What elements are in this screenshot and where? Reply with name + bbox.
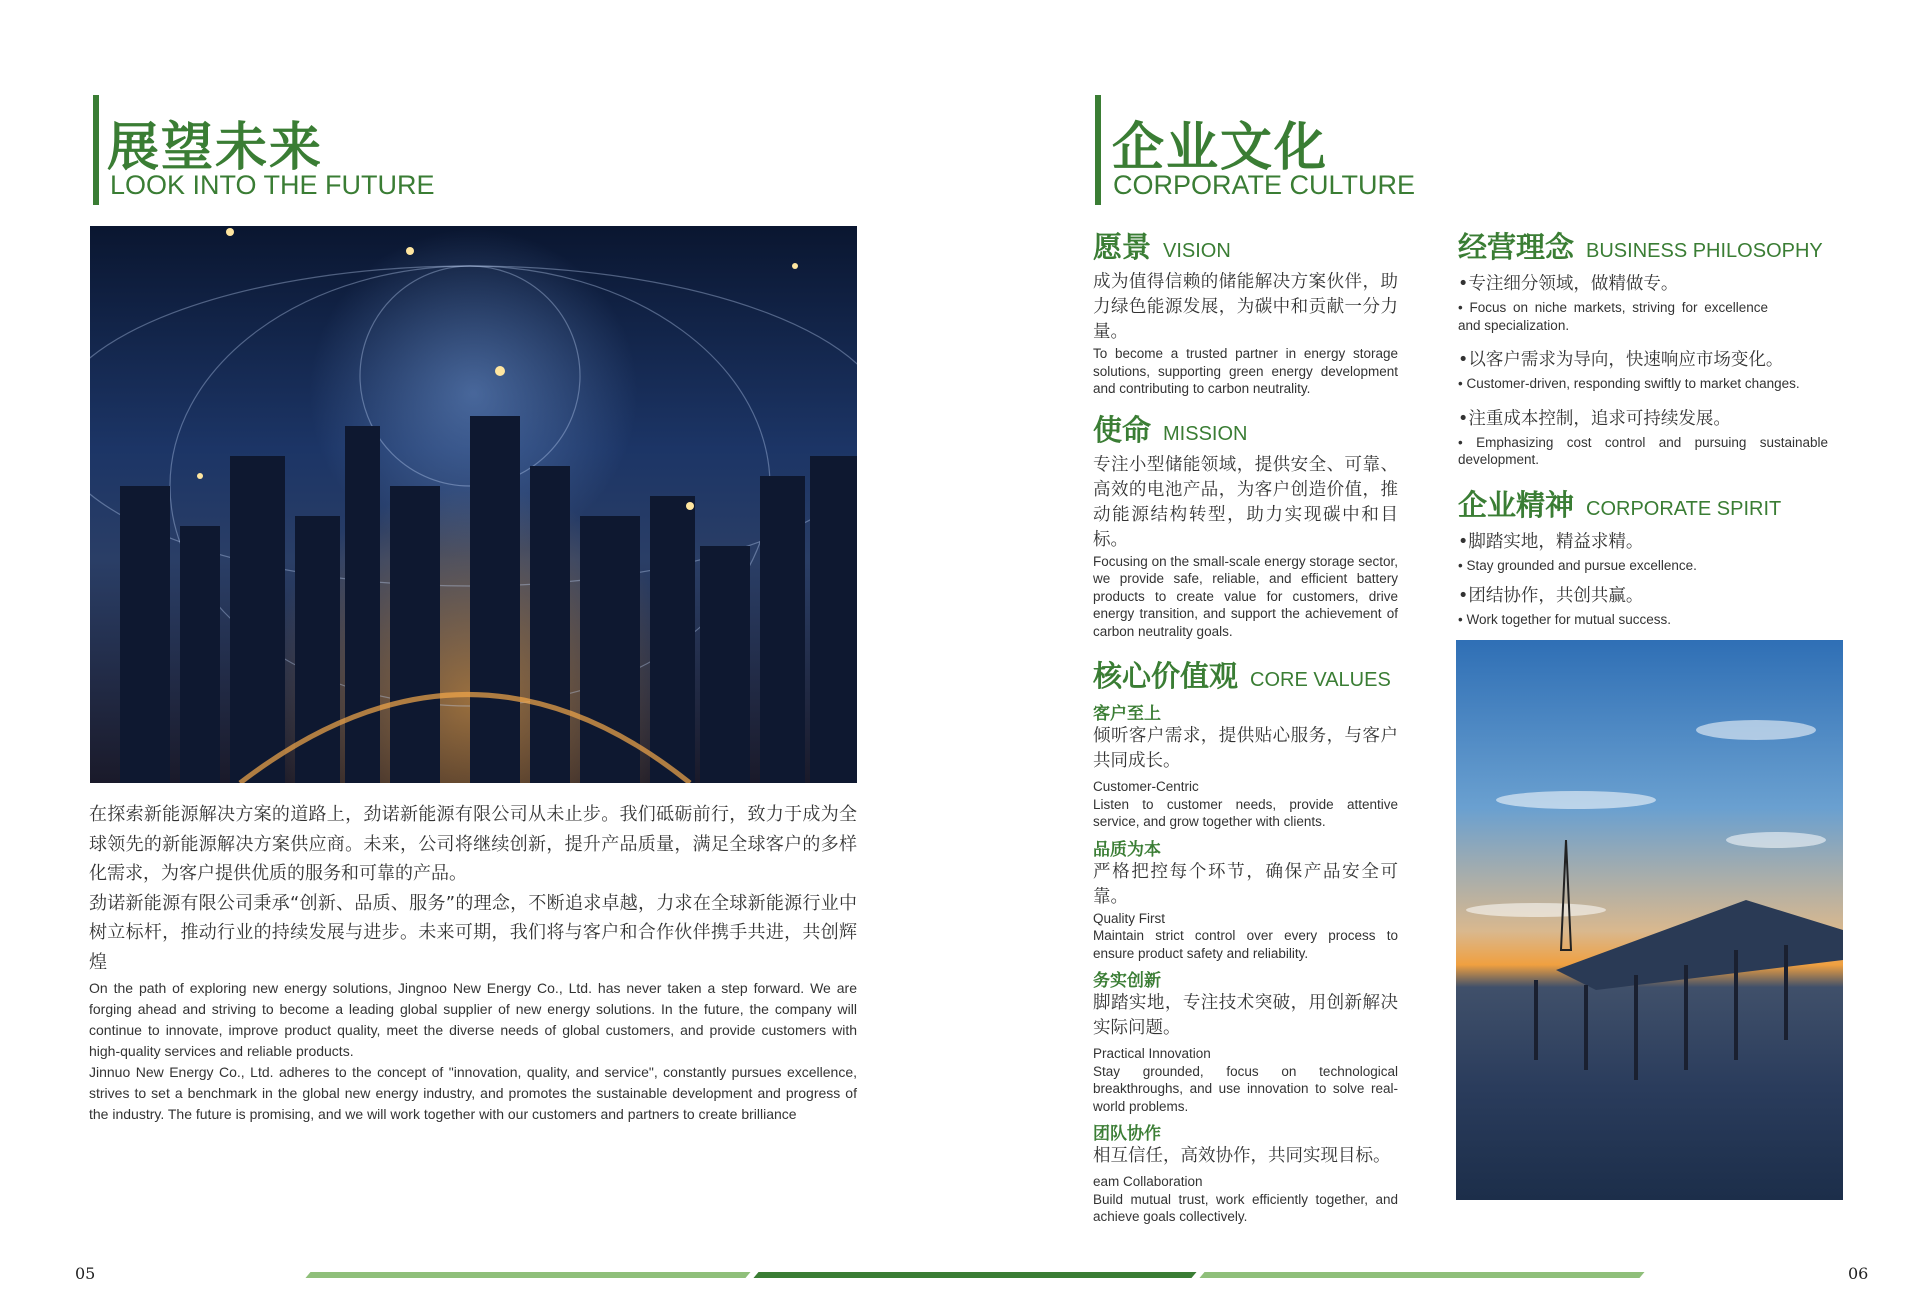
core-values-heading: 核心价值观 CORE VALUES [1093, 659, 1391, 693]
intro-text-cn: 在探索新能源解决方案的道路上，劲诺新能源有限公司从未止步。我们砥砺前行，致力于成为全球领先的新能源解决方案供应商。未来，公司将继续创新，提升产品质量，满足全球客户的多样化需求，为客户提供优质的服务和可靠的产品。 劲诺新能源有限公司秉承“创新、品质、服务”的理念，不断追求卓越，力求在全球新能源行业中树立标杆，推动行业的持续发展与进步。未来可期，我们将与客户和合作伙伴携手共进，共创辉煌 [89, 804, 857, 973]
title-accent-bar [1095, 95, 1101, 205]
culture-column-2: 经营理念 BUSINESS PHILOSOPHY •专注细分领域，做精做专。 • Focus on niche markets, striving for excellence and specialization. •以客户需求为导向，快速响应市场变化。 • Customer-driven, responding swiftly to market changes. •注重成本控制，追求可持续发展。 • Emphasizing cost control and pursuing sustainable development. 企业精神 CORPORATE SPIRIT •脚踏实地，精益求精。 • Stay grounded and pursue excellence. •团结协作，共创共赢。 • Work together for mutual success. [1458, 225, 1828, 629]
footer-bar-segment [753, 1272, 1196, 1278]
page-subtitle: LOOK INTO THE FUTURE [110, 170, 435, 200]
page-number-right: 06 [1848, 1264, 1869, 1283]
footer-bar-segment [305, 1272, 750, 1278]
business-philosophy-heading: 经营理念 BUSINESS PHILOSOPHY [1458, 230, 1823, 264]
footer-bar-segment [1199, 1272, 1644, 1278]
corporate-spirit-heading: 企业精神 CORPORATE SPIRIT [1458, 487, 1782, 522]
core-value-item: 务实创新 脚踏实地，专注技术突破，用创新解决实际问题。 Practical Innovation Stay grounded, focus on technological breakthroughs, and use innovation to solve real-world problems. [1093, 971, 1398, 1114]
page-number-left: 05 [75, 1264, 96, 1283]
page-title-right: 企业文化 [1112, 118, 1329, 178]
page-subtitle-right: CORPORATE CULTURE [1113, 170, 1416, 200]
vision-heading: 愿景 VISION [1093, 230, 1231, 264]
core-value-item: 客户至上 倾听客户需求，提供贴心服务，与客户共同成长。 Customer-Centric Listen to customer needs, provide attentive service, and grow together with clients. [1093, 704, 1398, 829]
title-accent-bar [93, 95, 99, 205]
page-title: 展望未来 [107, 118, 324, 178]
core-value-item: 品质为本 严格把控每个环节，确保产品安全可靠。 Quality First Maintain strict control over every process to ensure product safety and reliability. [1093, 839, 1398, 961]
city-night-image [90, 226, 857, 783]
mission-heading: 使命 MISSION [1093, 412, 1248, 447]
core-value-item: 团队协作 相互信任，高效协作，共同实现目标。 eam Collaboration Build mutual trust, work efficiently together, and achieve goals collectively. [1093, 1124, 1398, 1224]
solar-panel-sunset-image [1456, 640, 1843, 1200]
culture-column-1: 愿景 VISION 成为值得信赖的储能解决方案伙伴，助力绿色能源发展，为碳中和贡献一分力量。 To become a trusted partner in energy storage solutions, supporting green energy development and contributing to carbon neutrality. 使命 MISSION 专注小型储能领域，提供安全、可靠、高效的电池产品，为客户创造价值，推动能源结构转型，助力实现碳中和目标。 Focusing on the small-scale energy storage sector, we provide safe, reliable, and efficient battery products to create value for customers, drive energy transition, and support the achievement of carbon neutrality goals. 核心价值观 CORE VALUES 客户至上 倾听客户需求，提供贴心服务，与客户共同成长。 Customer-Centric Listen to customer needs, provide attentive service, and grow together with clients. 品质为本 严格把控每个环节，确保产品安全可靠。 Quality First Maintain strict control over every process to ensure product safety and reliability. 务实创新 脚踏实地，专注技术突破，用创新解决实际问题。 Practical Innovation Stay grounded, focus on technological breakthroughs, and use innovation to solve real-world problems. 团队协作 相互信任，高效协作，共同实现目标。 eam Collaboration Build mutual trust, work efficiently together, and achieve goals collectively. [1093, 225, 1398, 1226]
intro-text-en: On the path of exploring new energy solutions, Jingnoo New Energy Co., Ltd. has never taken a step forward. We are forging ahead and striving to become a leading global supplier of new energy solutions. In the future, the company will continue to innovate, improve product quality, meet the diverse needs of global customers, and provide customers with high-quality services and reliable products. Jinnuo New Energy Co., Ltd. adheres to the concept of "innovation, quality, and service", constantly pursues excellence, strives to set a benchmark in the global new energy industry, and promotes the sustainable development and progress of the industry. The future is promising, and we will work together with our customers and partners to create brilliance [89, 980, 857, 1122]
